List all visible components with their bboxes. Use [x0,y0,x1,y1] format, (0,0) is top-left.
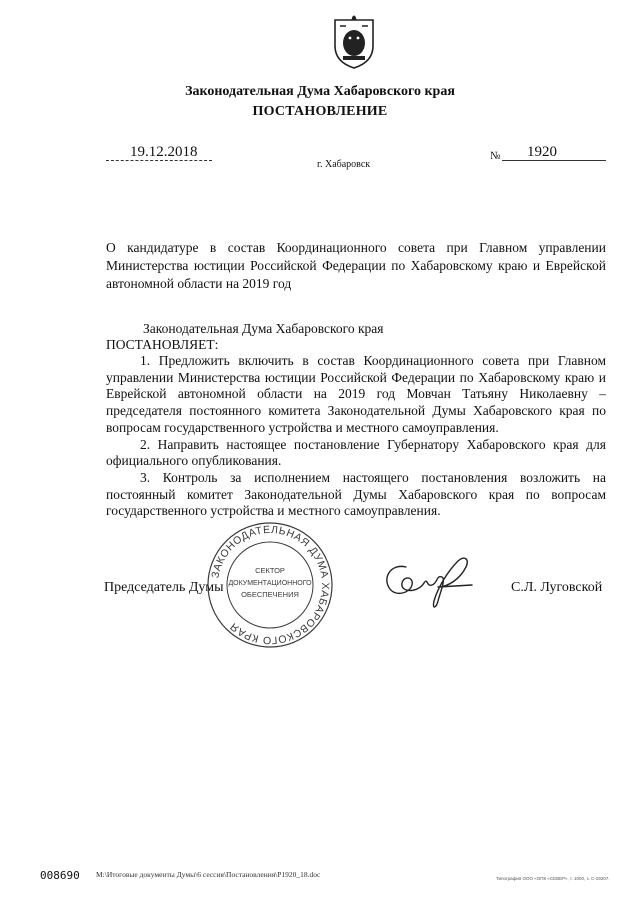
clause: 3. Контроль за исполнением настоящего постановления возложить на постоянный комитет Законодательной Думы Хабаровского края по вопросам государственного устройства и местного самоуправления. [106,469,606,519]
date-underline [106,160,212,161]
subject-line: О кандидатуре в состав Координационного совета при Главном управлении [106,240,606,255]
document-city: г. Хабаровск [317,159,371,170]
preamble-decrees: ПОСТАНОВЛЯЕТ: [106,337,219,352]
subject-line: Министерства юстиции Российской Федерации по Хабаровскому краю и Еврейской [106,258,606,273]
subject-line: автономной области на 2019 год [106,276,292,291]
document-date: 19.12.2018 [130,144,198,160]
document-number: 1920 [527,144,557,160]
seal-outer-text: ЗАКОНОДАТЕЛЬНАЯ ДУМА ХАБАРОВСКОГО КРАЯ [209,523,332,647]
signatory-position: Председатель Думы [104,580,224,595]
seal-inner-line: СЕКТОР [255,566,285,575]
handwritten-signature-icon [376,553,480,613]
number-underline [502,160,606,161]
seal-inner-line: ОБЕСПЕЧЕНИЯ [241,590,299,599]
document-type-title: ПОСТАНОВЛЕНИЕ [252,104,388,119]
registration-number: 008690 [40,869,80,882]
document-subject [106,239,606,293]
print-info: Типография ООО «ОПК «СЕВЕР», т. 1000, з. С-19207. [496,876,610,881]
clause: 2. Направить настоящее постановление Губернатору Хабаровского края для официального опубликования. [106,436,606,469]
clause: 1. Предложить включить в состав Координационного совета при Главном управлении Министерства юстиции Российской Федерации по Хабаровскому краю и Еврейской автономной области на 2019 год Мовчан Татьяну Николаевну – председателя постоянного комитета Законодательной Думы Хабаровского края по вопросам государственного устройства и местного самоуправления. [106,353,606,435]
coat-of-arms-icon [331,14,377,70]
preamble-issuer: Законодательная Дума Хабаровского края [143,321,384,336]
organization-name: Законодательная Дума Хабаровского края [185,84,455,99]
official-seal [205,520,335,650]
signatory-name: С.Л. Луговской [511,580,603,595]
resolution-clauses [106,353,606,520]
number-label: № [490,150,501,162]
seal-inner-line: ДОКУМЕНТАЦИОННОГО [228,580,312,587]
file-path: M:\Итоговые документы Думы\6 сессия\Постановления\Р1920_18.doc [96,870,321,879]
